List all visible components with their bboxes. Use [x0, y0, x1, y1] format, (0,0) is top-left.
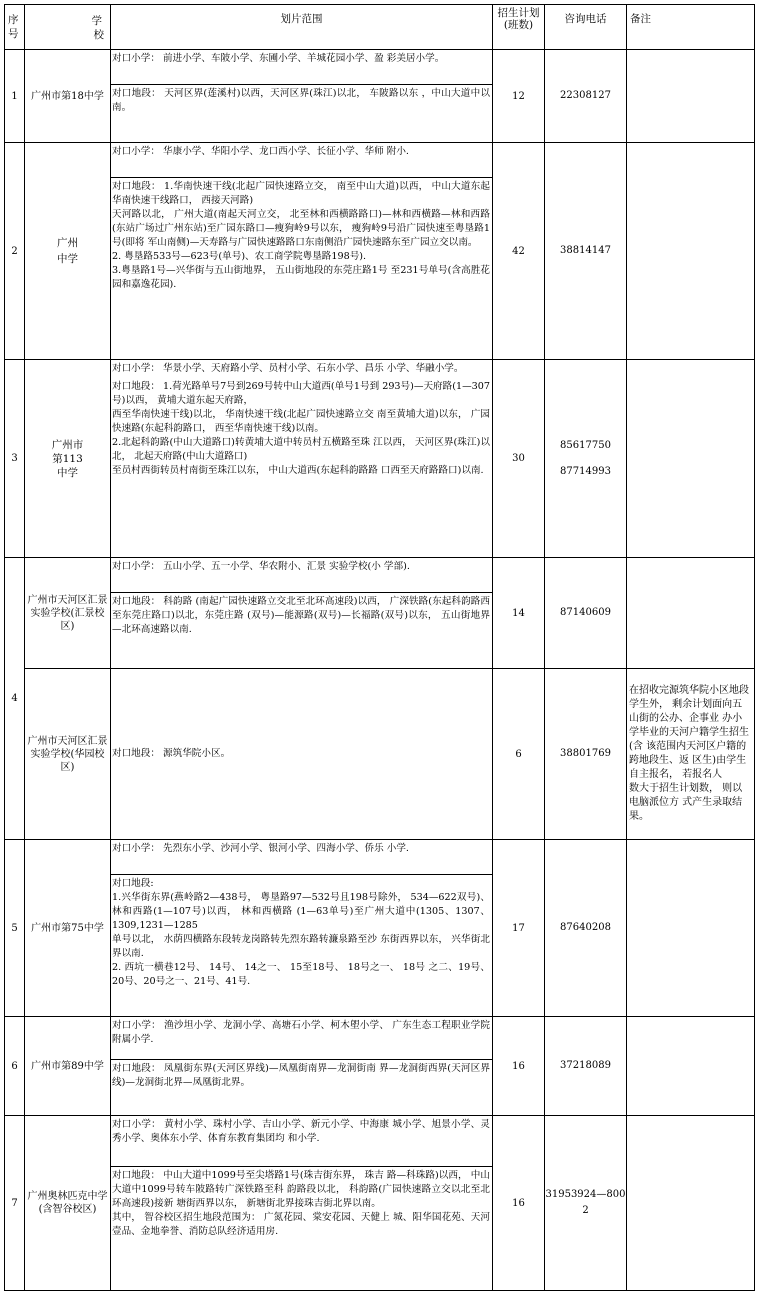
row-range	[111, 558, 493, 669]
row-note	[627, 143, 755, 360]
row-range	[111, 840, 493, 1017]
row-note	[627, 1116, 755, 1291]
row-range	[111, 143, 493, 360]
phone-line: 87714993	[560, 465, 611, 477]
header-plan: 招生计划(班数)	[493, 5, 545, 50]
enrollment-table	[4, 4, 755, 1291]
row-range	[111, 669, 493, 840]
header-phone: 咨询电话	[545, 5, 627, 50]
range-district: 对口地段： 源筑华院小区。	[112, 748, 231, 759]
range-primary: 对口小学： 渔沙坦小学、龙洞小学、高塘石小学、柯木塱小学、 广东生态工程职业学院附属小学.	[112, 1020, 490, 1045]
row-school	[25, 360, 111, 558]
row-note	[627, 360, 755, 558]
header-note: 备注	[627, 5, 755, 50]
row-phone: 87640208	[545, 840, 627, 1017]
table-row	[5, 360, 755, 558]
row-seq: 2	[5, 143, 25, 360]
row-phone: 38801769	[545, 669, 627, 840]
row-phone: 31953924—8002	[545, 1116, 627, 1291]
table-row	[5, 840, 755, 1017]
row-plan: 16	[493, 1116, 545, 1291]
row-note	[627, 840, 755, 1017]
header-row	[5, 5, 755, 50]
row-seq: 6	[5, 1017, 25, 1116]
row-school	[25, 143, 111, 360]
row-phone: 37218089	[545, 1017, 627, 1116]
table-row	[5, 558, 755, 669]
row-phone	[545, 360, 627, 558]
row-school: 广州市天河区汇景实验学校(汇景校区)	[25, 558, 111, 669]
table-row	[5, 143, 755, 360]
phone-line: 85617750	[560, 439, 611, 451]
row-school: 广州市第18中学	[25, 50, 111, 143]
row-plan: 16	[493, 1017, 545, 1116]
row-range	[111, 1116, 493, 1291]
table-row	[5, 1116, 755, 1291]
range-primary: 对口小学： 华景小学、天府路小学、员村小学、石东小学、昌乐 小学、华融小学。	[112, 363, 464, 374]
row-plan: 42	[493, 143, 545, 360]
row-school: 广州奥林匹克中学(含智谷校区)	[25, 1116, 111, 1291]
range-district: 对口地段： 科韵路 (南起广园快速路立交北至北环高速段)以西， 广深铁路(东起科韵路西至东莞庄路口)以北，东莞庄路 (双号)—能源路(双号)—长福路(双号)以东， 五山街地界 —北环高速路以南.	[111, 592, 492, 639]
range-district: 对口地段： 1.华南快速干线(北起广园快速路立交， 南至中山大道)以西， 中山大道东起华南快速干线路口， 西接天河路) 天河路以北， 广州大道(南起天河立交， 北至林和西横路路口)—林和西横路—林和西路(东站广场过广州东站)至广园东路口—瘦狗岭9号以东， 瘦狗岭9号沿广园快速至粤垦路1号(即将 军山南侧)—天寿路与广园快速路路口东南侧沿广园快速路东至广园立交以南。 2. 粤垦路533号—623号(单号)、农工商学院粤垦路198号). 3.粤垦路1号—兴华街与五山街地界， 五山街地段的东莞庄路1号 至231号单号(含高胜花园和嘉逸花园).	[111, 177, 492, 294]
range-district: 对口地段： 中山大道中1099号至尖塔路1号(珠吉街东界， 珠吉 路—科珠路)以西， 中山大道中1099号转车陂路转广深铁路至科 韵路段以北， 科韵路(广园快速路立交以北至北环高速段)接新 塘街西界以东， 新塘街北界接珠吉街北界以南。 其中， 智谷校区招生地段范围为： 广氮花园、棠安花园、天健上 城、阳华国花苑、天河壹品、金地拳誉、消防总队经济适用房.	[111, 1166, 492, 1241]
range-district: 对口地段: 1.兴华街东界(燕岭路2—438号， 粤垦路97—532号且198号除外， 534—622双号)、林和西路(1—107号)以西， 林和西横路 (1—63单号)至广州大道中(1305、1307、1309,1231—1285 单号以北， 水荫四横路东段转龙岗路转先烈东路转濂泉路至沙 东街西界以东， 兴华街北界以南. 2. 西坑一横巷12号、 14号、 14之一、 15至18号、 18号之一、 18号 之二、19号、20号、20号之一、21号、41号.	[111, 874, 492, 991]
range-primary: 对口小学： 黄村小学、珠村小学、吉山小学、新元小学、中海康 城小学、旭景小学、灵秀小学、奥体东小学、体育东教育集团均 和小学.	[112, 1119, 490, 1144]
row-plan: 12	[493, 50, 545, 143]
row-school-text: 广州市第113中学	[51, 438, 84, 479]
row-seq: 7	[5, 1116, 25, 1291]
row-phone: 38814147	[545, 143, 627, 360]
header-range: 划片范围	[111, 5, 493, 50]
row-range	[111, 1017, 493, 1116]
range-primary: 对口小学： 华康小学、华阳小学、龙口西小学、长征小学、华师 附小.	[112, 146, 409, 157]
header-seq: 序号	[5, 5, 25, 50]
row-phone: 22308127	[545, 50, 627, 143]
row-phone: 87140609	[545, 558, 627, 669]
row-seq: 1	[5, 50, 25, 143]
table-row	[5, 50, 755, 143]
row-plan: 6	[493, 669, 545, 840]
row-note	[627, 1017, 755, 1116]
row-note	[627, 50, 755, 143]
row-school: 广州市第75中学	[25, 840, 111, 1017]
row-school: 广州市第89中学	[25, 1017, 111, 1116]
range-primary: 对口小学： 先烈东小学、沙河小学、银河小学、四海小学、侨乐 小学.	[112, 843, 409, 854]
row-seq: 4	[5, 558, 25, 840]
row-range	[111, 50, 493, 143]
row-seq: 3	[5, 360, 25, 558]
row-note	[627, 558, 755, 669]
row-range	[111, 360, 493, 558]
row-note: 在招收完源筑华院小区地段学生外， 剩余计划面向五山街的公办、企事业 办小学毕业的天河户籍学生招生 (含 该范围内天河区户籍的跨地段生、返 区生)由学生自主报名， 若报名人 数大于招生计划数， 则以电脑派位方 式产生录取结果。	[627, 669, 755, 840]
range-primary: 对口小学： 前进小学、车陂小学、东圃小学、羊城花园小学、盈 彩美居小学。	[112, 53, 445, 64]
range-primary: 对口小学： 五山小学、五一小学、华农附小、汇景 实验学校(小 学部).	[112, 561, 410, 572]
range-district: 对口地段： 1.荷光路单号7号到269号转中山大道西(单号1号到 293号)—天府路(1—307号)以西， 黄埔大道东起天府路， 西至华南快速干线)以北， 华南快速干线(北起广园快速路立交 南至黄埔大道)以东， 广园快速路(东起科韵路口， 西至华南快速干线)以南。 2.北起科韵路(中山大道路口)转黄埔大道中转员村五横路至珠 江以西， 天河区界(珠江)以北， 北起天府路(中山大道路口) 至员村西街转员村南街至珠江以东， 中山大道西(东起科韵路路 口西至天府路路口)以南.	[112, 381, 490, 476]
header-school	[25, 5, 111, 50]
row-plan: 17	[493, 840, 545, 1017]
row-seq: 5	[5, 840, 25, 1017]
range-district: 对口地段： 凤凰街东界(天河区界线)—凤凰街南界—龙洞街南 界—龙洞街西界(天河区界线)—龙洞街北界—凤凰街北界。	[111, 1059, 492, 1092]
row-plan: 14	[493, 558, 545, 669]
header-school-a: 学	[91, 15, 102, 27]
row-school-text: 广州中学	[57, 237, 78, 265]
header-school-b: 校	[93, 29, 104, 41]
table-row	[5, 669, 755, 840]
row-school: 广州市天河区汇景实验学校(华园校区)	[25, 669, 111, 840]
row-plan: 30	[493, 360, 545, 558]
range-district: 对口地段： 天河区界(莲溪村)以西，天河区界(珠江)以北， 车陂路以东 ，中山大道中以南。	[111, 84, 492, 117]
table-row	[5, 1017, 755, 1116]
